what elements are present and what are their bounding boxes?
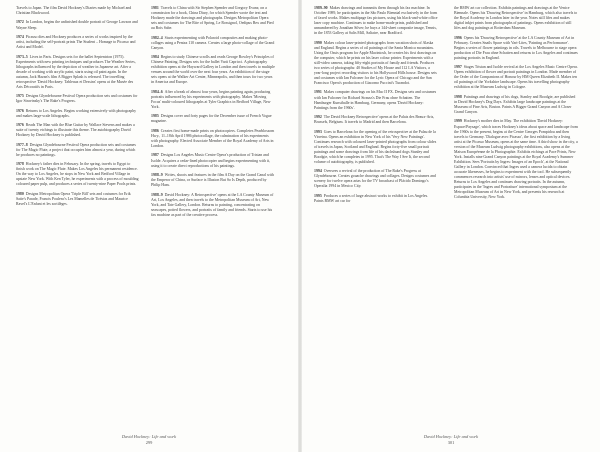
entry-text: Designs Metropolitan Opera 'Triple Bill' sets and costumes for Erik Satie's Parade, Francis Poulenc's Les Mamelles de Tirésias and Maurice Ravel's L'Enfant et les sortilèges. [16, 191, 131, 206]
chronology-entry [151, 6, 275, 31]
entry-text: Creates first home-made prints on photocopiers. Completes Pearblossom Hwy., 11–18th April 1986 photocollage, the culmination of his experiments with photography. Elected Associate Member of the Royal Academy of Arts in London. [151, 128, 275, 149]
chronology-entry [314, 41, 438, 86]
entry-year: 1981 [151, 6, 159, 10]
entry-year: 1984 [151, 55, 159, 60]
entry-year: 1994 [314, 169, 322, 174]
entry-year: 1990 [314, 40, 322, 45]
chronology-entry [151, 193, 275, 218]
page-number: 301 [447, 439, 455, 445]
entry-text: After a break of almost four years, begins painting again, producing portraits influenced by his experiments with photography. Makes 'Moving Focus' multi-coloured lithographs at Tyler Graphics in Bedford Village, New York. [151, 89, 271, 109]
entry-year: 1986 [151, 128, 159, 133]
entry-year: 1982–4 [151, 35, 163, 40]
left-page-column-2 [151, 6, 275, 222]
entry-year: 1991 [314, 90, 322, 95]
chronology-entry [454, 36, 578, 61]
entry-year: 1984–6 [151, 89, 163, 94]
entry-year: 1987 [151, 153, 159, 158]
chronology-entry [314, 90, 438, 110]
left-page [0, 0, 298, 452]
chronology-entry [16, 55, 140, 90]
entry-year: 1992 [314, 115, 322, 120]
entry-year: 1993 [314, 129, 322, 134]
left-page-column-1 [16, 6, 140, 211]
chronology-entry [151, 173, 275, 188]
entry-year: 1999 [454, 119, 462, 124]
entry-text: Starts experimenting with Polaroid composites and making photo-collages using a Pentax 110 camera. Creates a large photo-collage of the Grand Canyon. [151, 35, 275, 50]
entry-text: Writes, shoots and features in the film A Day on the Grand Canal with the Emperor of China, or Surface is Illusion But So Is Depth, produced by Philip Haas. [151, 173, 274, 188]
entry-text: Makes colour laser-printed photographs from vacation shots of Alaska and England. Begins a series of oil paintings of the Santa Monica mountains. Using the Oasis program for Apple Macintosh, he creates his first drawings on the computer, which he prints on his laser colour printer. Experiments with a still-video camera, taking fifty-eight portraits of family and friends. Produces two series of photographs: 40 Studies of My House and 112 LA Visitors, a year-long project recording visitors to his Hollywood Hills house. Designs sets and costumes with Ian Falconer for the Lyric Opera of Chicago and the San Francisco Opera's production of Giacomo Puccini's Turandot. [314, 40, 437, 86]
chronology-entry [16, 6, 140, 16]
entry-text: Stages Tristan and Isolde revival at the Los Angeles Music Centre Opera. Opens exhibition of flower and portrait paintings in London. Made member of the Order of the Companions of Honour by HM Queen Elizabeth II. Makes ten oil paintings of the Yorkshire landscape. Opens his travelling photography exhibition at the Museum Ludwig in Cologne. [454, 65, 578, 90]
chronology-entry [454, 65, 578, 90]
chronology-entry [151, 129, 275, 149]
entry-year: 1997 [454, 65, 462, 70]
entry-year: 1988–9 [151, 192, 163, 197]
chronology-entry [16, 109, 140, 119]
chronology-entry [314, 6, 438, 36]
chronology-entry [16, 192, 140, 207]
entry-text: In London, begins the unfinished double portrait of George Lawson and Wayne Sleep. [16, 20, 138, 30]
entry-text: Makes drawings and transmits them through his fax machine. In October 1989, he participates in the São Paulo Biennial exclusively in the form of faxed works. Makes multipage fax pictures, using his black-and-white office laser copy machine. Continues to make home-made prints, published and unnumbered by Jonathan Silver; he buys a 144-sheet composite image, Tennis, in the 1853 Gallery at Salts Mill, Saltaire, near Bradford. [314, 6, 438, 36]
entry-text: Produces a series of large abstract works to exhibit in Los Angeles. Paints BMW art car for [314, 193, 429, 203]
entry-year: 1989–90 [314, 6, 328, 10]
entry-year: 1980 [16, 191, 24, 196]
chronology-entry [16, 143, 140, 158]
entry-text: Designs Glyndebourne Festival Opera production sets and costumes for Igor Stravinsky's The Rake's Progress. [16, 94, 138, 104]
chronology-entry [454, 95, 578, 115]
entry-text: Travels to Japan. The film David Hockney's Diaries made by Michael and Christian Blackwood. [16, 6, 132, 16]
chronology-entry [314, 115, 438, 125]
entry-text: Opens his 'Drawing Retrospective' at the LA County Museum of Art in February. Creates Snails Space with Vari-Lites, 'Painting as Performance'. Begins a series of flower paintings in oils. Travels to Melbourne to stage opera production of Die Frau ohne Schatten and returns to Los Angeles and continues painting portraits in England. [454, 35, 578, 60]
chronology-entry [16, 94, 140, 104]
entry-year: 1973–5 [16, 54, 28, 59]
entry-text: Picasso dies and Hockney produces a series of works inspired by the artist, including the self-portrait prints The Student – Homage to Picasso and Artist and Model. [16, 34, 136, 50]
entry-text: Oversees a revival of the production of The Rake's Progress at Glyndebourne. Creates gouache drawings and collages. Designs costumes and scenery for twelve opera arias for the TV broadcast of Plácido Domingo's Operalia 1994 in Mexico City. [314, 169, 436, 189]
entry-year: 1998 [454, 94, 462, 99]
chronology-entry [16, 20, 140, 30]
chronology-entry [16, 162, 140, 187]
entry-text: Hockney's father dies in February. In the spring, travels to Egypt to finish work on The Magic Flute. Makes Los Angeles his permanent residence. On the way to Los Angeles, he stops in New York and Bedford Village in upstate New York. With Ken Tyler, he experiments with a process of moulding coloured paper pulp, and produces a series of twenty-nine Paper Pools prints. [16, 162, 139, 187]
entry-text: Designs cover and forty pages for the December issue of French Vogue magazine. [151, 114, 272, 124]
entry-text: Reads The Man with the Blue Guitar by Wallace Stevens and makes a suite of twenty etchings to illustrate this theme. The autobiography David Hockney by David Hockney is published. [16, 123, 135, 138]
chronology-entry [314, 194, 438, 204]
entry-text: Goes to Barcelona for the opening of the retrospective at the Palau de la Virreina. Opens an exhibition in New York of his 'Very New Paintings'. Continues research with coloured laser-printed photographs from colour slides of travels in Japan, Scotland and England. Begins forty-five small portrait paintings and some drawings from life of his dachshund dogs Stanley and Boodgie, which he completes in 1995. That's The Way I See It, the second volume of autobiography, is published. [314, 129, 437, 164]
entry-text: David Hockney: A Retrospective' opens at the LA County Museum of Art, Los Angeles, and then travels to the Metropolitan Museum of Art, New York, and Tate Gallery, London. Returns to painting, concentrating on seascapes, potted flowers, and portraits of family and friends. Starts to use his fax machine as part of the creative process. [151, 192, 274, 217]
entry-year: 1977–8 [16, 142, 28, 147]
entry-text: Travels to China with Sir Stephen Spender and Gregory Evans; on a commission for a book, China Diary, for which Spender wrote the text and Hockney made the drawings and photographs. Designs Metropolitan Opera sets and costumes for The Rite of Spring, Le Rossignol, Oedipus Rex and Pied au Bois Sabe. [151, 6, 274, 31]
chronology-entry [454, 119, 578, 200]
entry-year: 1976 [16, 123, 24, 128]
right-page [302, 0, 600, 452]
entry-year: 1975 [16, 94, 24, 99]
entry-text: Designs Los Angeles Music Centre Opera's production of Tristan and Isolde. Acquires a cedar-lined photocopier and begins experimenting with it, using it to create direct reproductions of his paintings. [151, 153, 271, 168]
chronology-entry [151, 114, 275, 124]
chronology-entry [16, 123, 140, 138]
entry-text: Makes computer drawings on his Mac II FX. Designs sets and costumes with Ian Falconer for Richard Strauss's Die Frau ohne Schatten. The Hamburger Kunsthalle in Hamburg, Germany, opens 'David Hockney: Paintings from the 1960s'. [314, 90, 437, 110]
chronology-entry [151, 55, 275, 85]
chronology-entry [16, 35, 140, 50]
right-page-footer [391, 434, 511, 445]
entry-year: 1974 [16, 34, 24, 39]
entry-year: 1972 [16, 20, 24, 25]
entry-year: 1978 [16, 162, 24, 167]
running-title: David Hockney: Life and work [423, 434, 479, 439]
entry-year: 1985 [151, 114, 159, 119]
running-title: David Hockney: Life and work [121, 434, 177, 439]
entry-text: Hockney's mother dies in May. The exhibition 'David Hockney: Espace/Paysage', which traces Hockney's ideas about space and landscape from the 1960s to the present, begins at the Centre Georges Pompidou and then travels to Germany. 'Dialogue avec Picasso', the first exhibition by a living artist at the Picasso Museum, opens at the same time. A third show in the city, a version of the Museum Ludwig photography exhibitions, also opens at the Maison Européenne de la Photographie. Exhibits etchings at Pace Prints, New York. Installs nine Grand Canyon paintings at the Royal Academy's Summer Exhibition. Sees 'Portraits by Ingres: Images of an Epoch', at the National Gallery in London. Convinced that Ingres used a camera lucida to obtain accurate likenesses, he begins to experiment with the tool. He subsequently commences research into artists' use of mirrors, lenses and optical devices. Returns to Los Angeles and continues drawing portraits. In the autumn, participates in the 'Ingres and Portraiture' international symposium at the Metropolitan Museum of Art in New York, and presents his research at Columbia University, New York. [454, 119, 578, 200]
chronology-entry [454, 6, 578, 31]
entry-text: Paintings and drawings of his dogs, Stanley and Boodgie, are published in David Hockney's Dog Days. Exhibits large landscape paintings at the Museum of Fine Arts, Boston. Paints A Bigger Grand Canyon and A Closer Grand Canyon. [454, 94, 576, 115]
entry-text: Designs Glyndebourne Festival Opera production sets and costumes for The Magic Flute, a project that occupies him almost a year, during which he produces no paintings. [16, 142, 136, 157]
page-number: 299 [145, 439, 153, 445]
entry-text: the BMW art car collection. Exhibits paintings and drawings at the Venice Biennale. Opens his 'Drawing Retrospective' in Hamburg, which also travels to the Royal Academy in London later in the year. Notes still lifes and makes digital inkjet prints from photographs of paintings. Opens exhibition of still lifes and dog paintings at Rotterdam Museum. [454, 6, 578, 31]
chronology-entry [151, 153, 275, 168]
right-page-column-1 [314, 6, 438, 208]
entry-year: 1976 [16, 108, 24, 113]
entry-year: 1996 [454, 35, 462, 40]
entry-year: 1995 [314, 193, 322, 198]
chronology-entry [151, 90, 275, 110]
entry-text: Returns to Los Angeles. Begins working extensively with photography and makes large-scale lithographs. [16, 108, 137, 118]
entry-text: The David Hockney Retrospective' opens at the Palais des Beaux-Arts, Brussels, Belgium. It travels to Madrid and then Barcelona. [314, 115, 435, 125]
right-page-column-2 [454, 6, 578, 205]
entry-text: Lives in Paris. Designs sets for the ballet Septentrion (1975). Experiments with new printing techniques and produces The Weather Series, lithographs influenced by the depiction of weather in Japanese art. After a decade of working with acrylic paint, starts using oil paint again. In the autumn, Jack Hazan's film A Bigger Splash is released. The travelling retrospective 'David Hockney: Tableaux et Dessins' opens at the Musée des Arts Décoratifs in Paris. [16, 54, 136, 89]
entry-text: Begins to study Chinese scrolls and reads George Rowley's Principles of Chinese Painting. Designs sets for the ballet Varii Capricci. A photography exhibition opens at the Hayward Gallery in London and then travels to multiple venues around the world over the next four years. An exhibition of the stage sets opens at the Walker Art Center, Minneapolis, and then tours for two years in America and Europe. [151, 55, 275, 85]
chronology-entry [314, 130, 438, 165]
chronology-entry [151, 36, 275, 51]
chronology-entry [314, 169, 438, 189]
left-page-footer [89, 434, 209, 445]
entry-year: 1988–9 [151, 173, 163, 177]
